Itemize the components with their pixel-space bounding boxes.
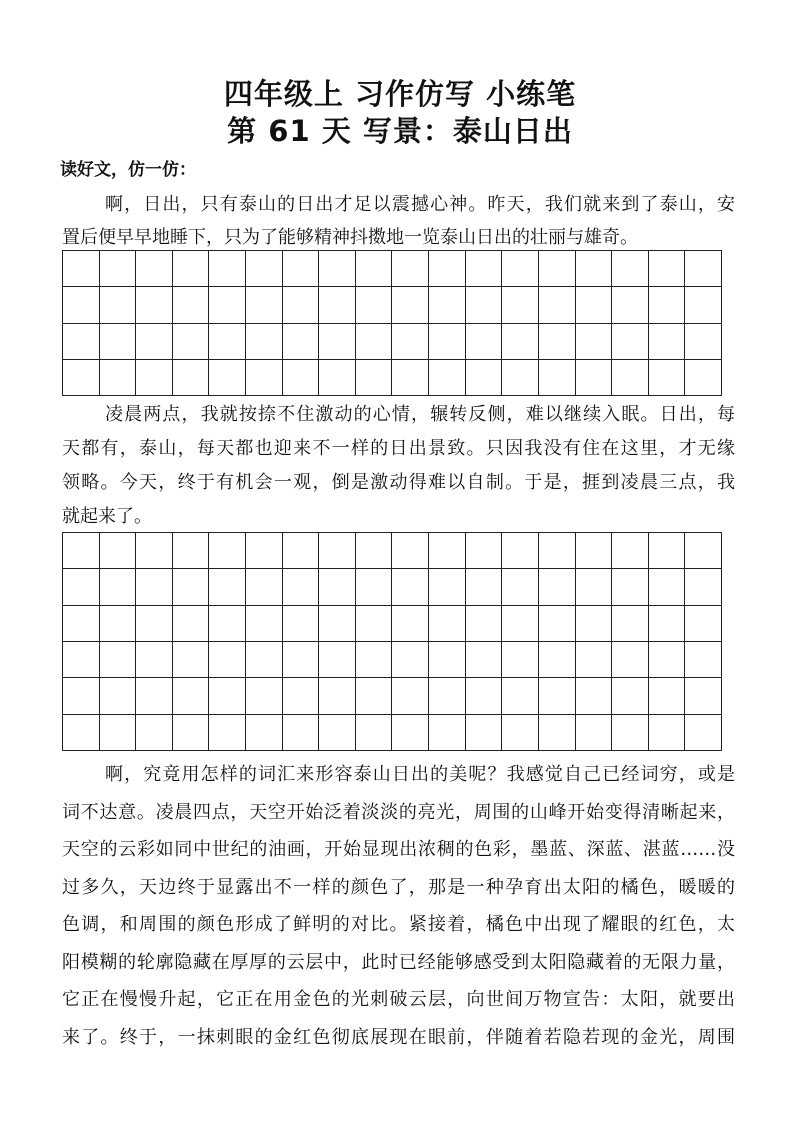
grid-cell <box>685 715 722 751</box>
paragraph-1 <box>62 188 735 254</box>
grid-cell <box>100 569 137 605</box>
grid-cell <box>429 324 466 360</box>
grid-cell <box>100 324 137 360</box>
grid-cell <box>502 569 539 605</box>
paragraph-line: 天空的云彩如同中世纪的油画，开始显现出浓稠的色彩，墨蓝、深蓝、湛蓝……没 <box>62 839 735 860</box>
grid-cell <box>283 569 320 605</box>
grid-cell <box>649 569 686 605</box>
grid-cell <box>100 642 137 678</box>
grid-cell <box>63 569 100 605</box>
grid-cell <box>209 678 246 714</box>
grid-cell <box>539 324 576 360</box>
grid-cell <box>173 569 210 605</box>
paragraph-line: 过多久，天边终于显露出不一样的颜色了，那是一种孕育出太阳的橘色，暖暖的 <box>62 876 735 898</box>
grid-cell <box>466 715 503 751</box>
grid-cell <box>685 287 722 323</box>
grid-cell <box>209 533 246 569</box>
grid-cell <box>283 251 320 287</box>
grid-cell <box>356 251 393 287</box>
grid-cell <box>319 287 356 323</box>
grid-cell <box>429 569 466 605</box>
paragraph-line: 领略。今天，终于有机会一观，倒是激动得难以自制。于是，捱到凌晨三点，我 <box>62 472 735 493</box>
grid-cell <box>649 533 686 569</box>
grid-cell <box>576 606 613 642</box>
grid-cell <box>539 606 576 642</box>
grid-cell <box>539 569 576 605</box>
grid-cell <box>100 360 137 396</box>
grid-cell <box>612 287 649 323</box>
grid-cell <box>649 360 686 396</box>
grid-cell <box>173 287 210 323</box>
grid-cell <box>136 678 173 714</box>
grid-cell <box>466 642 503 678</box>
grid-cell <box>136 715 173 751</box>
grid-cell <box>466 287 503 323</box>
grid-cell <box>466 569 503 605</box>
grid-cell <box>539 360 576 396</box>
paragraph-line: 色调，和周围的颜色形成了鲜明的对比。紧接着，橘色中出现了耀眼的红色，太 <box>62 914 735 935</box>
paragraph-line: 阳模糊的轮廓隐藏在厚厚的云层中，此时已经能够感受到太阳隐藏着的无限力量， <box>62 951 735 973</box>
grid-cell <box>649 606 686 642</box>
grid-cell <box>283 324 320 360</box>
grid-cell <box>356 678 393 714</box>
grid-cell <box>685 606 722 642</box>
grid-cell <box>100 715 137 751</box>
grid-cell <box>649 287 686 323</box>
grid-cell <box>466 678 503 714</box>
writing-grid-2 <box>62 532 722 751</box>
grid-cell <box>136 533 173 569</box>
grid-cell <box>283 678 320 714</box>
grid-cell <box>63 287 100 323</box>
grid-cell <box>246 324 283 360</box>
grid-cell <box>466 251 503 287</box>
grid-cell <box>576 715 613 751</box>
grid-cell <box>429 251 466 287</box>
grid-cell <box>246 360 283 396</box>
grid-cell <box>502 678 539 714</box>
grid-cell <box>63 324 100 360</box>
grid-cell <box>392 251 429 287</box>
grid-cell <box>356 715 393 751</box>
paragraph-line: 凌晨两点，我就按捺不住激动的心情，辗转反侧，难以继续入眠。日出，每 <box>105 404 735 425</box>
grid-cell <box>136 360 173 396</box>
paragraph-line: 置后便早早地睡下，只为了能够精神抖擞地一览泰山日出的壮丽与雄奇。 <box>62 227 638 248</box>
grid-cell <box>136 569 173 605</box>
grid-cell <box>283 360 320 396</box>
grid-cell <box>319 533 356 569</box>
grid-cell <box>173 715 210 751</box>
grid-cell <box>392 287 429 323</box>
grid-cell <box>319 606 356 642</box>
grid-cell <box>319 251 356 287</box>
grid-cell <box>283 715 320 751</box>
grid-cell <box>209 324 246 360</box>
grid-cell <box>356 360 393 396</box>
grid-cell <box>502 606 539 642</box>
grid-cell <box>429 642 466 678</box>
grid-cell <box>319 324 356 360</box>
grid-cell <box>502 533 539 569</box>
grid-cell <box>612 324 649 360</box>
grid-cell <box>319 715 356 751</box>
grid-cell <box>136 324 173 360</box>
grid-cell <box>502 360 539 396</box>
paragraph-2 <box>62 398 735 534</box>
grid-cell <box>63 715 100 751</box>
paragraph-line: 啊，究竟用怎样的词汇来形容泰山日出的美呢？我感觉自己已经词穷，或是 <box>105 764 735 785</box>
grid-cell <box>63 533 100 569</box>
paragraph-line: 天都有，泰山，每天都也迎来不一样的日出景致。只因我没有住在这里，才无缘 <box>62 438 735 459</box>
grid-cell <box>173 678 210 714</box>
grid-cell <box>173 533 210 569</box>
grid-cell <box>576 324 613 360</box>
grid-cell <box>576 569 613 605</box>
grid-cell <box>246 606 283 642</box>
grid-cell <box>466 324 503 360</box>
grid-cell <box>173 360 210 396</box>
grid-cell <box>63 251 100 287</box>
grid-cell <box>502 715 539 751</box>
grid-cell <box>685 533 722 569</box>
section-heading: 读好文，仿一仿： <box>60 160 196 180</box>
grid-cell <box>136 606 173 642</box>
grid-cell <box>392 678 429 714</box>
writing-grid-1 <box>62 250 722 396</box>
grid-cell <box>576 251 613 287</box>
grid-cell <box>392 533 429 569</box>
grid-cell <box>246 569 283 605</box>
grid-cell <box>209 569 246 605</box>
grid-cell <box>612 533 649 569</box>
grid-cell <box>612 360 649 396</box>
grid-cell <box>173 642 210 678</box>
grid-cell <box>356 287 393 323</box>
grid-cell <box>319 360 356 396</box>
grid-cell <box>466 606 503 642</box>
grid-cell <box>612 569 649 605</box>
grid-cell <box>283 606 320 642</box>
grid-cell <box>539 251 576 287</box>
grid-cell <box>649 324 686 360</box>
grid-cell <box>209 287 246 323</box>
grid-cell <box>649 251 686 287</box>
grid-cell <box>356 324 393 360</box>
grid-cell <box>319 678 356 714</box>
grid-cell <box>576 533 613 569</box>
grid-cell <box>466 360 503 396</box>
grid-cell <box>173 251 210 287</box>
grid-cell <box>392 642 429 678</box>
grid-cell <box>502 642 539 678</box>
grid-cell <box>136 287 173 323</box>
grid-cell <box>173 606 210 642</box>
grid-cell <box>502 251 539 287</box>
grid-cell <box>649 678 686 714</box>
grid-cell <box>136 642 173 678</box>
grid-cell <box>209 642 246 678</box>
grid-cell <box>685 324 722 360</box>
grid-cell <box>100 533 137 569</box>
grid-cell <box>100 678 137 714</box>
grid-cell <box>429 678 466 714</box>
grid-cell <box>612 678 649 714</box>
paragraph-line: 来了。终于，一抹刺眼的金红色彻底展现在眼前，伴随着若隐若现的金光，周围 <box>62 1026 735 1048</box>
grid-cell <box>612 715 649 751</box>
grid-cell <box>136 251 173 287</box>
grid-cell <box>539 533 576 569</box>
grid-cell <box>429 606 466 642</box>
paragraph-line: 它正在慢慢升起，它正在用金色的光刺破云层，向世间万物宣告：太阳，就要出 <box>62 989 735 1010</box>
grid-cell <box>576 360 613 396</box>
grid-cell <box>63 642 100 678</box>
grid-cell <box>246 287 283 323</box>
grid-cell <box>466 533 503 569</box>
grid-cell <box>539 287 576 323</box>
grid-cell <box>246 715 283 751</box>
grid-cell <box>209 606 246 642</box>
grid-cell <box>173 324 210 360</box>
grid-cell <box>356 569 393 605</box>
grid-cell <box>649 642 686 678</box>
grid-cell <box>576 642 613 678</box>
grid-cell <box>63 678 100 714</box>
grid-cell <box>392 715 429 751</box>
grid-cell <box>246 678 283 714</box>
grid-cell <box>319 569 356 605</box>
grid-cell <box>283 533 320 569</box>
grid-cell <box>209 715 246 751</box>
grid-cell <box>576 678 613 714</box>
paragraph-line: 啊，日出，只有泰山的日出才足以震撼心神。昨天，我们就来到了泰山，安 <box>105 194 735 215</box>
grid-cell <box>502 287 539 323</box>
paragraph-3 <box>62 756 735 1056</box>
lesson-title: 第 61 天 写景：泰山日出 <box>227 114 573 148</box>
grid-cell <box>319 642 356 678</box>
grid-cell <box>429 360 466 396</box>
grid-cell <box>100 287 137 323</box>
grid-cell <box>685 251 722 287</box>
grid-cell <box>612 251 649 287</box>
grid-cell <box>100 251 137 287</box>
paragraph-line: 词不达意。凌晨四点，天空开始泛着淡淡的亮光，周围的山峰开始变得清晰起来， <box>62 801 735 823</box>
grid-cell <box>612 642 649 678</box>
grid-cell <box>356 533 393 569</box>
grid-cell <box>283 642 320 678</box>
grid-cell <box>356 606 393 642</box>
grid-cell <box>246 533 283 569</box>
grid-cell <box>246 251 283 287</box>
grid-cell <box>429 533 466 569</box>
worksheet-title: 四年级上 习作仿写 小练笔 <box>223 77 577 111</box>
grid-cell <box>429 715 466 751</box>
grid-cell <box>283 287 320 323</box>
grid-cell <box>100 606 137 642</box>
paragraph-line: 就起来了。 <box>62 506 152 527</box>
grid-cell <box>63 606 100 642</box>
grid-cell <box>539 678 576 714</box>
grid-cell <box>209 360 246 396</box>
grid-cell <box>685 678 722 714</box>
grid-cell <box>246 642 283 678</box>
grid-cell <box>685 642 722 678</box>
grid-cell <box>209 251 246 287</box>
grid-cell <box>502 324 539 360</box>
grid-cell <box>392 360 429 396</box>
grid-cell <box>649 715 686 751</box>
grid-cell <box>392 606 429 642</box>
grid-cell <box>685 360 722 396</box>
grid-cell <box>539 715 576 751</box>
grid-cell <box>63 360 100 396</box>
grid-cell <box>612 606 649 642</box>
grid-cell <box>576 287 613 323</box>
grid-cell <box>392 324 429 360</box>
grid-cell <box>356 642 393 678</box>
grid-cell <box>429 287 466 323</box>
grid-cell <box>539 642 576 678</box>
grid-cell <box>685 569 722 605</box>
grid-cell <box>392 569 429 605</box>
